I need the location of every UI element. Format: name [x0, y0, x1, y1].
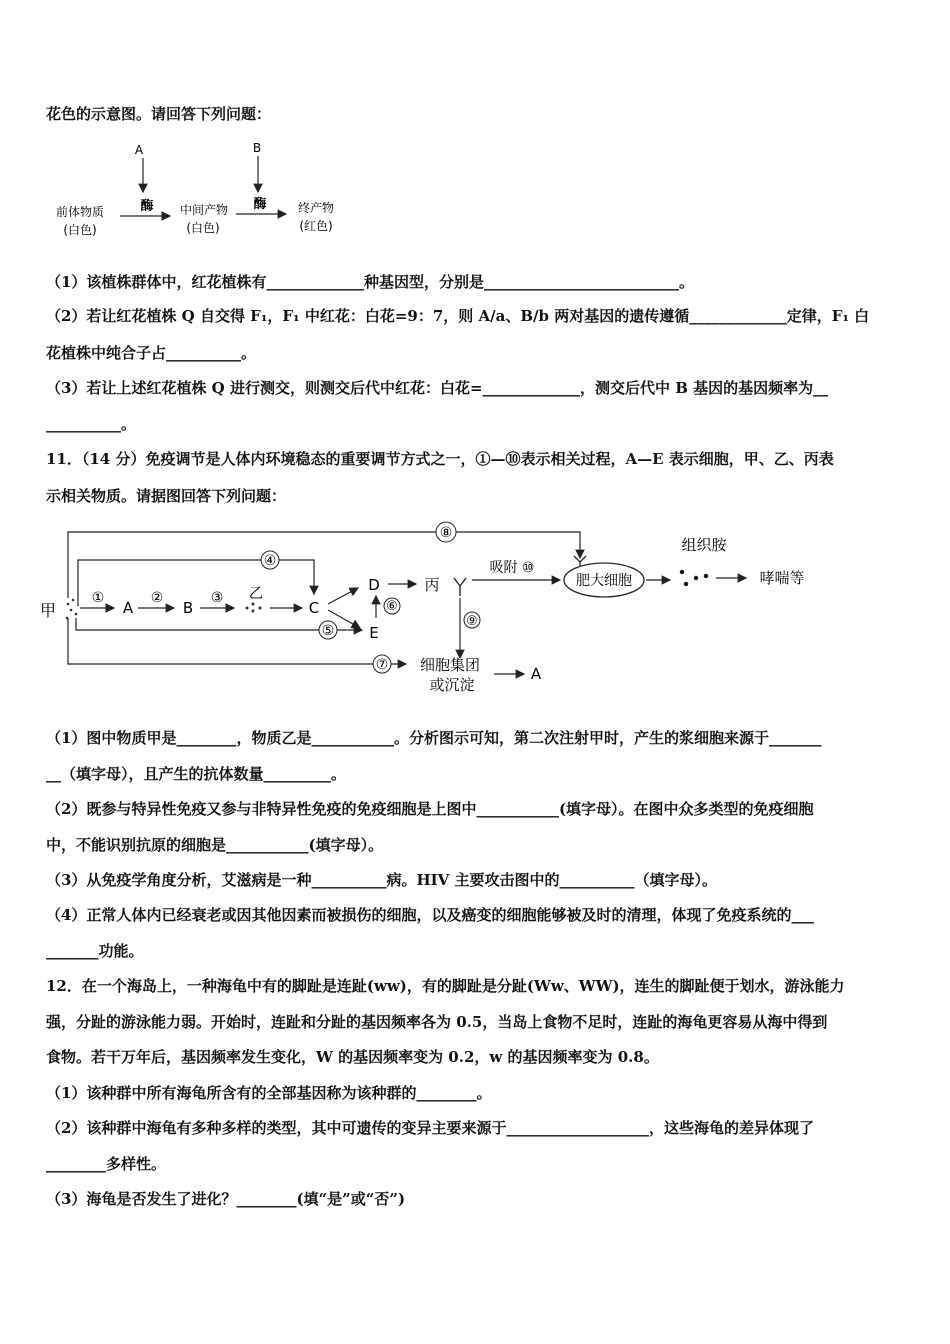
cell-a: A: [122, 599, 134, 617]
step-7: ⑦: [375, 657, 389, 673]
adsorb-label: 吸附 ⑩: [489, 560, 535, 576]
q10-part1: （1）该植株群体中，红花植株有_____________种基因型，分别是__________________________。: [46, 273, 694, 291]
step-2: ②: [150, 590, 164, 606]
q10-part2b: 花植株中纯合子占__________。: [46, 344, 257, 362]
enzyme-1: 酶: [140, 199, 154, 214]
q11-part2b: 中，不能识别抗原的细胞是___________(填字母）。: [46, 836, 384, 854]
cell-cluster-label-1: 细胞集团: [419, 656, 481, 674]
immune-diagram: [40, 518, 840, 700]
q11-intro-b: 示相关物质。请据图回答下列问题：: [46, 487, 287, 505]
cell-b: B: [182, 599, 194, 617]
final-color: (红色): [299, 219, 333, 233]
q11-part1a: （1）图中物质甲是________，物质乙是___________。分析图示可知，第二次注射甲时，产生的浆细胞来源于_______: [46, 729, 822, 747]
q12-part1: （1）该种群中所有海龟所含有的全部基因称为该种群的________。: [46, 1084, 492, 1102]
pigment-pathway-diagram: [40, 138, 360, 244]
q10-part3b: __________。: [46, 415, 137, 433]
q11-part3: （3）从免疫学角度分析，艾滋病是一种__________病。HIV 主要攻击图中的__________（填字母）。: [46, 871, 717, 889]
cell-cluster-label-2: 或沉淀: [429, 676, 475, 694]
final-product: 终产物: [297, 201, 335, 215]
step-8: ⑧: [439, 525, 453, 541]
label-b: B: [252, 141, 262, 155]
step-4: ④: [263, 553, 277, 569]
cell-d: D: [368, 576, 380, 594]
intermediate: 中间产物: [179, 203, 229, 217]
antibody-icon: [454, 578, 466, 596]
q12-intro-a: 12．在一个海岛上，一种海龟中有的脚趾是连趾(ww)，有的脚趾是分趾(Ww、WW)，连生的脚趾便于划水，游泳能力: [46, 977, 845, 995]
substance-yi: 乙: [249, 586, 263, 602]
precursor: 前体物质: [55, 205, 105, 219]
cell-e: E: [369, 624, 379, 642]
histamine-dots: [680, 570, 708, 586]
q10-part3a: （3）若让上述红花植株 Q 进行测交，则测交后代中红花：白花=_____________，测交后代中 B 基因的基因频率为__: [46, 379, 829, 397]
cell-a-end: A: [530, 665, 542, 683]
cell-c: C: [308, 599, 320, 617]
step-1: ①: [91, 590, 105, 606]
intermediate-color: (白色): [186, 221, 220, 235]
q11-part1b: __（填字母），且产生的抗体数量_________。: [46, 765, 347, 783]
substance-jia: 甲: [40, 601, 57, 620]
q11-intro-a: 11．（14 分）免疫调节是人体内环境稳态的重要调节方式之一，①—⑩表示相关过程，A—E 表示细胞，甲、乙、丙表: [46, 450, 834, 468]
q12-part2b: ________多样性。: [46, 1155, 167, 1173]
q10-part2a: （2）若让红花植株 Q 自交得 F₁，F₁ 中红花：白花=9：7，则 A/a、B/b 两对基因的遗传遵循_____________定律，F₁ 白: [46, 307, 870, 325]
substance-bing: 丙: [424, 576, 440, 594]
lymphokine-dots: [246, 603, 262, 613]
step-3: ③: [210, 590, 224, 606]
q12-part2a: （2）该种群中海龟有多种多样的类型，其中可遗传的变异主要来源于___________________，这些海龟的差异体现了: [46, 1119, 814, 1137]
q12-part3: （3）海龟是否发生了进化？________(填“是”或“否”): [46, 1190, 406, 1208]
histamine-label: 组织胺: [681, 536, 727, 554]
asthma-label: 哮喘等: [759, 569, 805, 587]
q11-part4a: （4）正常人体内已经衰老或因其他因素而被损伤的细胞，以及癌变的细胞能够被及时的清理，体现了免疫系统的___: [46, 906, 814, 924]
path-4: [78, 560, 314, 606]
q11-part4b: _______功能。: [46, 942, 144, 960]
antigen-dots: [66, 599, 78, 620]
q12-intro-c: 食物。若干万年后，基因频率发生变化，W 的基因频率变为 0.2，w 的基因频率变为 0.8。: [46, 1048, 659, 1066]
step-9: ⑨: [466, 614, 478, 629]
q11-part2a: （2）既参与特异性免疫又参与非特异性免疫的免疫细胞是上图中___________(填字母）。在图中众多类型的免疫细胞: [46, 800, 814, 818]
enzyme-2: 酶: [253, 197, 267, 212]
q12-intro-b: 强，分趾的游泳能力弱。开始时，连趾和分趾的基因频率各为 0.5，当岛上食物不足时，连趾的海龟更容易从海中得到: [46, 1013, 828, 1031]
q10-intro-tail: 花色的示意图。请回答下列问题：: [46, 105, 272, 123]
step-5: ⑤: [321, 623, 335, 639]
precursor-color: (白色): [63, 223, 97, 237]
mast-cell: 肥大细胞: [576, 573, 632, 589]
label-a: A: [134, 143, 144, 157]
step-6: ⑥: [386, 599, 398, 614]
